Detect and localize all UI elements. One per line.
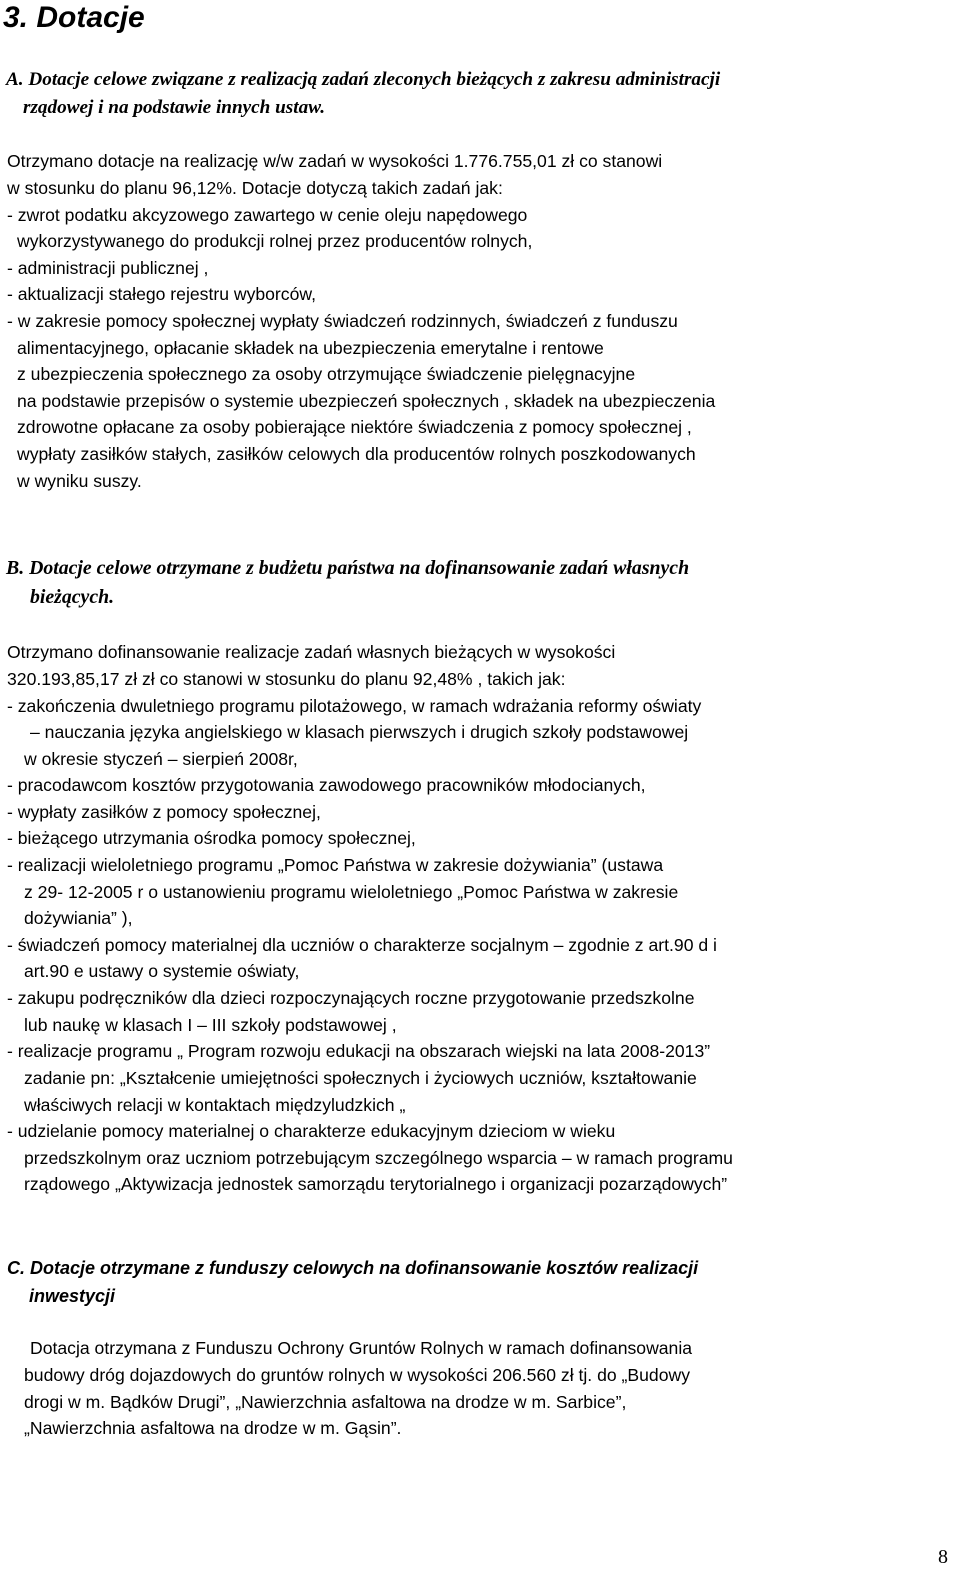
section-b-heading-line: B. Dotacje celowe otrzymane z budżetu państwa na dofinansowanie zadań własnych bbox=[6, 557, 690, 579]
text-line: z ubezpieczenia społecznego za osoby otrzymujące świadczenie pielęgnacyjne bbox=[17, 364, 636, 384]
text-line: – nauczania języka angielskiego w klasach pierwszych i drugich szkoły podstawowej bbox=[30, 722, 689, 742]
section-a-heading-line: A. Dotacje celowe związane z realizacją zadań zleconych bieżących z zakresu administracji bbox=[6, 69, 721, 90]
section-c-heading-line: C. Dotacje otrzymane z funduszy celowych na dofinansowanie kosztów realizacji bbox=[7, 1258, 699, 1278]
page-number: 8 bbox=[938, 1546, 948, 1568]
text-line: lub naukę w klasach I – III szkoły podstawowej , bbox=[24, 1015, 397, 1035]
text-line: - pracodawcom kosztów przygotowania zawodowego pracowników młodocianych, bbox=[7, 775, 646, 795]
text-line: rządowego „Aktywizacja jednostek samorządu terytorialnego i organizacji pozarządowych” bbox=[24, 1174, 728, 1194]
text-line: - administracji publicznej , bbox=[7, 258, 209, 278]
page-title: 3. Dotacje bbox=[3, 1, 145, 34]
text-line: z 29- 12-2005 r o ustanowieniu programu wieloletniego „Pomoc Państwa w zakresie bbox=[24, 882, 679, 902]
section-b-heading bbox=[6, 554, 956, 612]
text-line: Otrzymano dofinansowanie realizacje zadań własnych bieżących w wysokości bbox=[7, 642, 616, 662]
section-a-heading-line: rządowej i na podstawie innych ustaw. bbox=[23, 97, 326, 118]
text-line: na podstawie przepisów o systemie ubezpieczeń społecznych , składek na ubezpieczenia bbox=[17, 391, 716, 411]
section-c-heading-line: inwestycji bbox=[29, 1286, 116, 1306]
section-c-heading bbox=[7, 1254, 957, 1310]
text-line: „Nawierzchnia asfaltowa na drodze w m. Gąsin”. bbox=[24, 1418, 402, 1438]
text-line: właściwych relacji w kontaktach międzyludzkich „ bbox=[24, 1095, 406, 1115]
text-line: - świadczeń pomocy materialnej dla uczniów o charakterze socjalnym – zgodnie z art.90 d i bbox=[7, 935, 717, 955]
text-line: w wyniku suszy. bbox=[17, 471, 142, 491]
text-line: drogi w m. Bądków Drugi”, „Nawierzchnia asfaltowa na drodze w m. Sarbice”, bbox=[24, 1392, 627, 1412]
text-line: - aktualizacji stałego rejestru wyborców, bbox=[7, 284, 316, 304]
text-line: 320.193,85,17 zł zł co stanowi w stosunku do planu 92,48% , takich jak: bbox=[7, 669, 566, 689]
text-line: - w zakresie pomocy społecznej wypłaty świadczeń rodzinnych, świadczeń z funduszu bbox=[7, 311, 678, 331]
text-line: - realizacji wieloletniego programu „Pomoc Państwa w zakresie dożywiania” (ustawa bbox=[7, 855, 664, 875]
text-line: alimentacyjnego, opłacanie składek na ubezpieczenia emerytalne i rentowe bbox=[17, 338, 604, 358]
text-line: - zakończenia dwuletniego programu pilotażowego, w ramach wdrażania reformy oświaty bbox=[7, 696, 702, 716]
text-line: zdrowotne opłacane za osoby pobierające niektóre świadczenia z pomocy społecznej , bbox=[17, 417, 692, 437]
text-line: wypłaty zasiłków stałych, zasiłków celowych dla producentów rolnych poszkodowanych bbox=[17, 444, 696, 464]
section-b-heading-line: bieżących. bbox=[30, 586, 115, 608]
text-line: przedszkolnym oraz uczniom potrzebującym szczególnego wsparcia – w ramach programu bbox=[24, 1148, 733, 1168]
text-line: Dotacja otrzymana z Funduszu Ochrony Gruntów Rolnych w ramach dofinansowania bbox=[30, 1338, 693, 1358]
text-line: budowy dróg dojazdowych do gruntów rolnych w wysokości 206.560 zł tj. do „Budowy bbox=[24, 1365, 690, 1385]
text-line: art.90 e ustawy o systemie oświaty, bbox=[24, 961, 300, 981]
text-line: dożywiania” ), bbox=[24, 908, 133, 928]
text-line: - zakupu podręczników dla dzieci rozpoczynających roczne przygotowanie przedszkolne bbox=[7, 988, 695, 1008]
text-line: wykorzystywanego do produkcji rolnej przez producentów rolnych, bbox=[17, 231, 533, 251]
text-line: - wypłaty zasiłków z pomocy społecznej, bbox=[7, 802, 321, 822]
text-line: zadanie pn: „Kształcenie umiejętności społecznych i życiowych uczniów, kształtowanie bbox=[24, 1068, 697, 1088]
section-a-heading bbox=[6, 66, 956, 122]
text-line: - realizacje programu „ Program rozwoju edukacji na obszarach wiejski na lata 2008-2013” bbox=[7, 1041, 711, 1061]
text-line: - zwrot podatku akcyzowego zawartego w cenie oleju napędowego bbox=[7, 205, 528, 225]
text-line: w okresie styczeń – sierpień 2008r, bbox=[24, 749, 298, 769]
text-line: - bieżącego utrzymania ośrodka pomocy społecznej, bbox=[7, 828, 416, 848]
text-line: Otrzymano dotacje na realizację w/w zadań w wysokości 1.776.755,01 zł co stanowi bbox=[7, 151, 663, 171]
text-line: - udzielanie pomocy materialnej o charakterze edukacyjnym dzieciom w wieku bbox=[7, 1121, 616, 1141]
text-line: w stosunku do planu 96,12%. Dotacje dotyczą takich zadań jak: bbox=[7, 178, 503, 198]
